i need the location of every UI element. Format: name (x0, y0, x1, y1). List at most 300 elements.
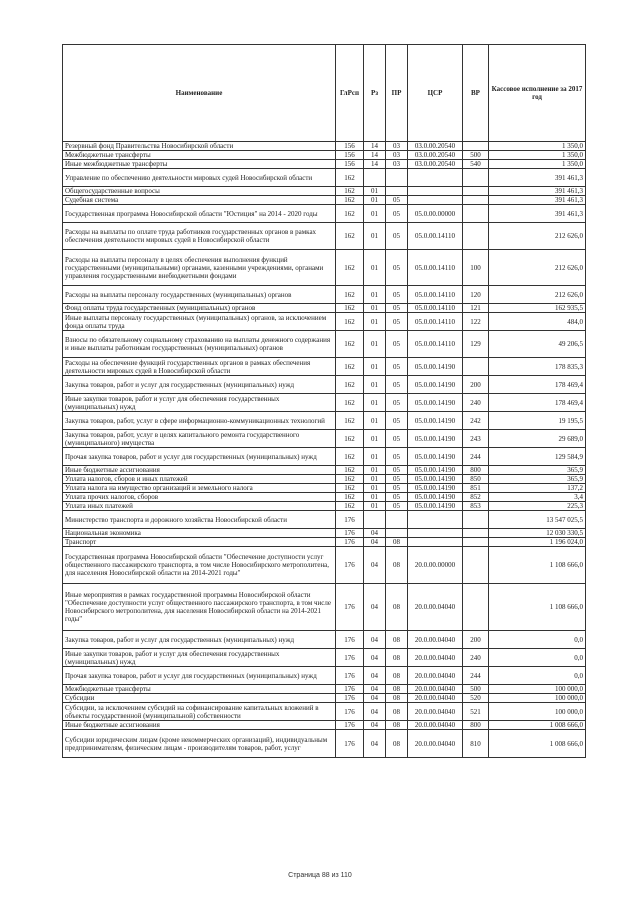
cell-rz: 01 (364, 466, 386, 475)
table-row (63, 151, 586, 160)
table-row (63, 721, 586, 730)
cell-g: 162 (336, 493, 364, 502)
cell-g: 162 (336, 394, 364, 412)
cell-name: Закупка товаров, работ, услуг в сфере информационно-коммуникационных технологий (63, 412, 336, 430)
table-row (63, 205, 586, 223)
cell-rz: 01 (364, 205, 386, 223)
table-row (63, 584, 586, 631)
table-row (63, 412, 586, 430)
cell-g: 162 (336, 169, 364, 187)
cell-vr (463, 169, 489, 187)
table-row (63, 448, 586, 466)
cell-vr: 200 (463, 631, 489, 649)
cell-v: 212 626,0 (489, 286, 586, 304)
cell-g: 162 (336, 223, 364, 250)
cell-pr: 05 (386, 484, 408, 493)
table-row (63, 358, 586, 376)
cell-rz: 01 (364, 430, 386, 448)
cell-pr: 08 (386, 730, 408, 758)
cell-pr (386, 511, 408, 529)
table-row (63, 493, 586, 502)
cell-vr (463, 358, 489, 376)
cell-g: 162 (336, 286, 364, 304)
cell-pr: 05 (386, 196, 408, 205)
table-row (63, 394, 586, 412)
cell-v: 225,3 (489, 502, 586, 511)
cell-pr: 05 (386, 430, 408, 448)
cell-vr: 244 (463, 448, 489, 466)
cell-rz: 14 (364, 151, 386, 160)
cell-v: 0,0 (489, 631, 586, 649)
cell-rz: 04 (364, 667, 386, 685)
cell-pr: 05 (386, 313, 408, 331)
cell-pr (386, 529, 408, 538)
cell-vr: 850 (463, 475, 489, 484)
cell-rz: 04 (364, 685, 386, 694)
cell-v: 391 461,3 (489, 187, 586, 196)
cell-vr: 500 (463, 151, 489, 160)
budget-table (62, 44, 586, 758)
cell-csr: 20.0.00.04040 (408, 649, 463, 667)
cell-g: 162 (336, 376, 364, 394)
cell-pr: 08 (386, 694, 408, 703)
cell-pr: 08 (386, 721, 408, 730)
cell-name: Транспорт (63, 538, 336, 547)
cell-v: 1 350,0 (489, 151, 586, 160)
cell-pr: 08 (386, 584, 408, 631)
cell-csr: 05.0.00.14110 (408, 331, 463, 358)
cell-name: Расходы на выплаты персоналу в целях обеспечения выполнения функций государственными (муниципальными) органами, казенными учреждениями, органами управления государственными внебюджетными фондами (63, 250, 336, 286)
cell-name: Иные выплаты персоналу государственных (муниципальных) органов, за исключением фонда оплаты труда (63, 313, 336, 331)
cell-rz: 04 (364, 529, 386, 538)
cell-v: 49 206,5 (489, 331, 586, 358)
table-row (63, 196, 586, 205)
cell-csr: 20.0.00.04040 (408, 721, 463, 730)
cell-vr (463, 205, 489, 223)
cell-rz (364, 511, 386, 529)
cell-name: Судебная система (63, 196, 336, 205)
cell-name: Иные мероприятия в рамках государственной программы Новосибирской области "Обеспечение доступности услуг общественного пассажирского транспорта, в том числе Новосибирского метрополитена, для населения Новосибирской области на 2014-2021 годы" (63, 584, 336, 631)
cell-name: Межбюджетные трансферты (63, 151, 336, 160)
table-row (63, 529, 586, 538)
cell-rz: 04 (364, 631, 386, 649)
table-row (63, 667, 586, 685)
cell-rz: 04 (364, 694, 386, 703)
cell-pr (386, 187, 408, 196)
cell-csr: 05.0.00.14190 (408, 484, 463, 493)
cell-rz: 01 (364, 187, 386, 196)
cell-v: 13 547 025,5 (489, 511, 586, 529)
cell-csr: 05.0.00.14110 (408, 313, 463, 331)
cell-rz: 01 (364, 376, 386, 394)
cell-g: 176 (336, 730, 364, 758)
cell-name: Иные закупки товаров, работ и услуг для обеспечения государственных (муниципальных) нужд (63, 649, 336, 667)
cell-name: Субсидии юридическим лицам (кроме некоммерческих организаций), индивидуальным предпринимателям, физическим лицам - производителям товаров, работ, услуг (63, 730, 336, 758)
cell-csr: 03.0.00.20540 (408, 142, 463, 151)
cell-name: Иные межбюджетные трансферты (63, 160, 336, 169)
cell-pr: 08 (386, 547, 408, 584)
cell-vr: 122 (463, 313, 489, 331)
cell-name: Уплата налогов, сборов и иных платежей (63, 475, 336, 484)
cell-rz: 01 (364, 331, 386, 358)
cell-v: 1 108 666,0 (489, 547, 586, 584)
cell-vr: 240 (463, 394, 489, 412)
cell-v: 484,0 (489, 313, 586, 331)
cell-v: 1 350,0 (489, 160, 586, 169)
cell-csr: 20.0.00.04040 (408, 703, 463, 721)
cell-g: 162 (336, 448, 364, 466)
cell-rz: 01 (364, 286, 386, 304)
cell-v: 1 008 666,0 (489, 721, 586, 730)
cell-name: Резервный фонд Правительства Новосибирской области (63, 142, 336, 151)
cell-g: 162 (336, 475, 364, 484)
cell-rz: 14 (364, 142, 386, 151)
cell-v: 365,9 (489, 475, 586, 484)
cell-vr: 244 (463, 667, 489, 685)
cell-csr: 20.0.00.04040 (408, 730, 463, 758)
cell-name: Национальная экономика (63, 529, 336, 538)
cell-name: Взносы по обязательному социальному страхованию на выплаты денежного содержания и иные выплаты работникам государственных (муниципальных) органов (63, 331, 336, 358)
cell-csr: 05.0.00.14190 (408, 502, 463, 511)
cell-pr: 05 (386, 250, 408, 286)
table-row (63, 169, 586, 187)
cell-csr: 05.0.00.14190 (408, 448, 463, 466)
cell-pr: 05 (386, 205, 408, 223)
cell-pr: 08 (386, 667, 408, 685)
cell-name: Управление по обеспечению деятельности мировых судей Новосибирской области (63, 169, 336, 187)
cell-name: Закупка товаров, работ и услуг для государственных (муниципальных) нужд (63, 631, 336, 649)
cell-g: 162 (336, 331, 364, 358)
table-row (63, 649, 586, 667)
table-row (63, 466, 586, 475)
cell-pr: 05 (386, 448, 408, 466)
table-row (63, 631, 586, 649)
cell-pr: 03 (386, 151, 408, 160)
cell-vr: 520 (463, 694, 489, 703)
cell-v: 178 469,4 (489, 376, 586, 394)
cell-g: 162 (336, 196, 364, 205)
cell-g: 162 (336, 484, 364, 493)
cell-g: 176 (336, 703, 364, 721)
cell-g: 176 (336, 584, 364, 631)
cell-pr: 05 (386, 376, 408, 394)
cell-pr: 05 (386, 502, 408, 511)
cell-name: Прочая закупка товаров, работ и услуг для государственных (муниципальных) нужд (63, 448, 336, 466)
cell-name: Закупка товаров, работ, услуг в целях капитального ремонта государственного (муниципального) имущества (63, 430, 336, 448)
cell-v: 391 461,3 (489, 205, 586, 223)
cell-v: 100 000,0 (489, 685, 586, 694)
cell-pr: 05 (386, 493, 408, 502)
cell-vr: 852 (463, 493, 489, 502)
cell-rz: 01 (364, 448, 386, 466)
cell-v: 1 108 666,0 (489, 584, 586, 631)
cell-v: 3,4 (489, 493, 586, 502)
cell-rz: 04 (364, 730, 386, 758)
header-name: Наименование (63, 45, 336, 142)
cell-pr: 08 (386, 538, 408, 547)
cell-g: 162 (336, 250, 364, 286)
cell-csr: 05.0.00.00000 (408, 205, 463, 223)
cell-rz: 01 (364, 493, 386, 502)
cell-rz: 01 (364, 502, 386, 511)
cell-csr: 05.0.00.14110 (408, 223, 463, 250)
table-row (63, 250, 586, 286)
cell-v: 129 584,9 (489, 448, 586, 466)
cell-pr: 05 (386, 466, 408, 475)
cell-v: 391 461,3 (489, 169, 586, 187)
cell-v: 1 008 666,0 (489, 730, 586, 758)
cell-rz: 04 (364, 649, 386, 667)
table-row (63, 313, 586, 331)
cell-name: Государственная программа Новосибирской области "Юстиция" на 2014 - 2020 годы (63, 205, 336, 223)
cell-v: 12 030 330,5 (489, 529, 586, 538)
table-row (63, 376, 586, 394)
cell-name: Иные бюджетные ассигнования (63, 721, 336, 730)
table-row (63, 547, 586, 584)
cell-vr (463, 584, 489, 631)
cell-name: Государственная программа Новосибирской области "Обеспечение доступности услуг общественного пассажирского транспорта, в том числе Новосибирского метрополитена, для населения Новосибирской области на 2014-2021 годы" (63, 547, 336, 584)
cell-csr: 20.0.00.04040 (408, 631, 463, 649)
cell-rz: 04 (364, 721, 386, 730)
cell-vr: 129 (463, 331, 489, 358)
cell-name: Прочая закупка товаров, работ и услуг для государственных (муниципальных) нужд (63, 667, 336, 685)
cell-csr: 05.0.00.14190 (408, 475, 463, 484)
cell-g: 176 (336, 667, 364, 685)
cell-vr: 521 (463, 703, 489, 721)
cell-pr: 08 (386, 685, 408, 694)
cell-name: Иные бюджетные ассигнования (63, 466, 336, 475)
cell-name: Закупка товаров, работ и услуг для государственных (муниципальных) нужд (63, 376, 336, 394)
cell-vr: 243 (463, 430, 489, 448)
cell-g: 162 (336, 187, 364, 196)
cell-g: 162 (336, 466, 364, 475)
cell-v: 1 350,0 (489, 142, 586, 151)
table-row (63, 160, 586, 169)
cell-vr: 240 (463, 649, 489, 667)
cell-csr: 05.0.00.14110 (408, 250, 463, 286)
cell-vr: 120 (463, 286, 489, 304)
cell-vr (463, 529, 489, 538)
cell-csr: 20.0.00.00000 (408, 547, 463, 584)
cell-pr: 05 (386, 412, 408, 430)
cell-v: 1 196 024,0 (489, 538, 586, 547)
cell-vr (463, 547, 489, 584)
cell-csr: 20.0.00.04040 (408, 685, 463, 694)
cell-name: Расходы на выплаты персоналу государственных (муниципальных) органов (63, 286, 336, 304)
cell-pr: 05 (386, 304, 408, 313)
cell-vr: 100 (463, 250, 489, 286)
cell-g: 176 (336, 529, 364, 538)
cell-v: 162 935,5 (489, 304, 586, 313)
cell-rz: 04 (364, 538, 386, 547)
table-row (63, 538, 586, 547)
cell-csr (408, 196, 463, 205)
cell-rz: 04 (364, 547, 386, 584)
cell-name: Субсидии, за исключением субсидий на софинансирование капитальных вложений в объекты государственной (муниципальной) собственности (63, 703, 336, 721)
cell-pr: 03 (386, 142, 408, 151)
cell-vr: 810 (463, 730, 489, 758)
cell-g: 176 (336, 694, 364, 703)
cell-vr: 200 (463, 376, 489, 394)
cell-vr: 853 (463, 502, 489, 511)
cell-v: 0,0 (489, 649, 586, 667)
cell-csr: 20.0.00.04040 (408, 584, 463, 631)
cell-g: 156 (336, 160, 364, 169)
cell-vr: 242 (463, 412, 489, 430)
cell-csr (408, 169, 463, 187)
cell-vr: 851 (463, 484, 489, 493)
table-row (63, 502, 586, 511)
cell-rz: 14 (364, 160, 386, 169)
cell-g: 176 (336, 649, 364, 667)
cell-pr: 05 (386, 286, 408, 304)
table-row (63, 484, 586, 493)
cell-vr (463, 223, 489, 250)
cell-g: 162 (336, 205, 364, 223)
cell-v: 178 469,4 (489, 394, 586, 412)
cell-g: 176 (336, 511, 364, 529)
cell-g: 162 (336, 412, 364, 430)
table-row (63, 475, 586, 484)
cell-vr: 800 (463, 721, 489, 730)
cell-g: 176 (336, 721, 364, 730)
cell-csr: 05.0.00.14190 (408, 493, 463, 502)
cell-pr: 05 (386, 223, 408, 250)
header-vr: ВР (463, 45, 489, 142)
cell-csr: 20.0.00.04040 (408, 667, 463, 685)
cell-v: 178 835,3 (489, 358, 586, 376)
cell-v: 0,0 (489, 667, 586, 685)
cell-pr (386, 169, 408, 187)
table-row (63, 286, 586, 304)
table-row (63, 142, 586, 151)
table-body (63, 142, 586, 758)
cell-name: Уплата прочих налогов, сборов (63, 493, 336, 502)
table-row (63, 685, 586, 694)
cell-g: 176 (336, 631, 364, 649)
cell-name: Иные закупки товаров, работ и услуг для обеспечения государственных (муниципальных) нужд (63, 394, 336, 412)
cell-pr: 03 (386, 160, 408, 169)
cell-name: Межбюджетные трансферты (63, 685, 336, 694)
cell-rz: 01 (364, 412, 386, 430)
cell-v: 137,2 (489, 484, 586, 493)
cell-pr: 05 (386, 394, 408, 412)
cell-name: Уплата налога на имущество организаций и земельного налога (63, 484, 336, 493)
cell-vr (463, 511, 489, 529)
cell-csr (408, 187, 463, 196)
cell-rz: 01 (364, 394, 386, 412)
cell-vr (463, 196, 489, 205)
cell-v: 212 626,0 (489, 250, 586, 286)
cell-name: Расходы на обеспечение функций государственных органов в рамках обеспечения деятельности мировых судей в Новосибирской области (63, 358, 336, 376)
cell-g: 176 (336, 547, 364, 584)
cell-csr: 03.0.00.20540 (408, 151, 463, 160)
table-row (63, 694, 586, 703)
table-row (63, 331, 586, 358)
cell-csr: 20.0.00.04040 (408, 694, 463, 703)
table-row (63, 430, 586, 448)
cell-name: Субсидии (63, 694, 336, 703)
header-csr: ЦСР (408, 45, 463, 142)
cell-vr: 540 (463, 160, 489, 169)
cell-csr (408, 511, 463, 529)
table-row (63, 223, 586, 250)
cell-rz: 01 (364, 484, 386, 493)
header-rz: Рз (364, 45, 386, 142)
cell-g: 176 (336, 685, 364, 694)
cell-g: 162 (336, 430, 364, 448)
cell-name: Фонд оплаты труда государственных (муниципальных) органов (63, 304, 336, 313)
cell-pr: 05 (386, 331, 408, 358)
cell-pr: 05 (386, 358, 408, 376)
cell-csr: 05.0.00.14190 (408, 466, 463, 475)
cell-v: 391 461,3 (489, 196, 586, 205)
cell-g: 176 (336, 538, 364, 547)
header-glrsp: ГлРсп (336, 45, 364, 142)
cell-rz: 01 (364, 358, 386, 376)
cell-name: Общегосударственные вопросы (63, 187, 336, 196)
cell-rz (364, 169, 386, 187)
cell-vr (463, 538, 489, 547)
cell-g: 162 (336, 502, 364, 511)
cell-v: 212 626,0 (489, 223, 586, 250)
cell-g: 162 (336, 358, 364, 376)
page-number: Страница 88 из 110 (288, 872, 352, 879)
cell-rz: 01 (364, 304, 386, 313)
cell-csr: 05.0.00.14190 (408, 412, 463, 430)
table-row (63, 511, 586, 529)
cell-vr (463, 142, 489, 151)
cell-csr: 05.0.00.14110 (408, 286, 463, 304)
cell-csr (408, 529, 463, 538)
cell-csr: 05.0.00.14190 (408, 358, 463, 376)
header-exec: Кассовое исполнение за 2017 год (489, 45, 586, 142)
cell-rz: 04 (364, 703, 386, 721)
cell-rz: 01 (364, 313, 386, 331)
cell-v: 100 000,0 (489, 694, 586, 703)
cell-v: 100 000,0 (489, 703, 586, 721)
table-row (63, 703, 586, 721)
cell-pr: 08 (386, 703, 408, 721)
cell-name: Уплата иных платежей (63, 502, 336, 511)
cell-vr: 121 (463, 304, 489, 313)
cell-name: Расходы на выплаты по оплате труда работников государственных органов в рамках обеспечения деятельности мировых судей в Новосибирской области (63, 223, 336, 250)
cell-csr: 05.0.00.14190 (408, 376, 463, 394)
cell-pr: 08 (386, 649, 408, 667)
cell-rz: 01 (364, 250, 386, 286)
cell-csr: 03.0.00.20540 (408, 160, 463, 169)
cell-vr (463, 187, 489, 196)
table-row (63, 187, 586, 196)
table-row (63, 730, 586, 758)
cell-v: 29 689,0 (489, 430, 586, 448)
cell-g: 162 (336, 313, 364, 331)
cell-csr (408, 538, 463, 547)
cell-g: 156 (336, 142, 364, 151)
cell-vr: 800 (463, 466, 489, 475)
cell-rz: 01 (364, 223, 386, 250)
cell-rz: 01 (364, 475, 386, 484)
header-pr: ПР (386, 45, 408, 142)
cell-pr: 05 (386, 475, 408, 484)
cell-name: Министерство транспорта и дорожного хозяйства Новосибирской области (63, 511, 336, 529)
cell-v: 19 195,5 (489, 412, 586, 430)
cell-csr: 05.0.00.14190 (408, 430, 463, 448)
cell-g: 162 (336, 304, 364, 313)
cell-g: 156 (336, 151, 364, 160)
cell-pr: 08 (386, 631, 408, 649)
cell-v: 365,9 (489, 466, 586, 475)
